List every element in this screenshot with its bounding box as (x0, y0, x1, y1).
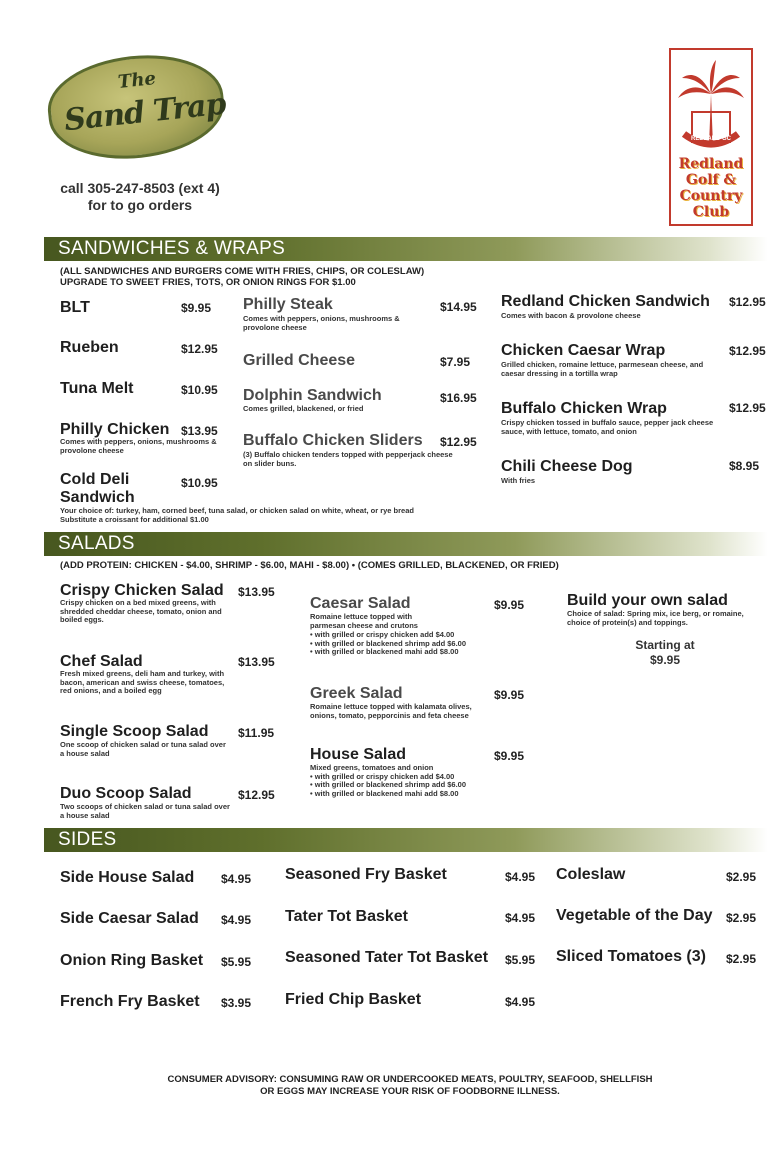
menu-item-price: $13.95 (238, 585, 275, 599)
menu-item-price: $2.95 (726, 911, 757, 925)
menu-item-desc: Fresh mixed greens, deli ham and turkey, with bacon, american and swiss cheese, tomatoes, red onions, and a boiled egg (60, 669, 225, 695)
consumer-advisory (160, 1074, 660, 1098)
menu-item-desc (60, 507, 530, 524)
menu-item-price: $16.95 (440, 391, 477, 405)
menu-item-name: Coleslaw (556, 866, 626, 883)
section-bar-salads (44, 532, 768, 556)
menu-item-price: $13.95 (238, 655, 275, 669)
menu-item-desc: Romaine lettuce topped with kalamata olives, onions, tomato, pepporcinis and feta cheese (310, 702, 472, 720)
advisory-line2: OR EGGS MAY INCREASE YOUR RISK OF FOODBORNE ILLNESS. (260, 1086, 560, 1097)
menu-item-desc-line: Substitute a croissant for additional $1.00 (60, 514, 209, 524)
crest-name-line: Golf & (685, 172, 737, 188)
logo-name-text: Sand Trap (62, 86, 228, 139)
menu-option: • with grilled or blackened mahi add $8.00 (310, 788, 459, 798)
menu-item-desc: Comes with peppers, onions, mushrooms & provolone cheese (243, 314, 400, 332)
menu-item-price: $4.95 (505, 870, 536, 884)
menu-item-name: French Fry Basket (60, 993, 200, 1010)
menu-item-desc-line: Mixed greens, tomatoes and onion (310, 763, 434, 772)
menu-item-desc-line: Your choice of: turkey, ham, corned beef, tuna salad, or chicken salad on white, wheat, or rye bread (60, 506, 414, 515)
menu-option: • with grilled or crispy chicken add $4.00 (310, 630, 455, 639)
menu-item-price: $2.95 (726, 870, 757, 884)
build-salad-price-block (610, 638, 720, 668)
menu-item-price: $10.95 (181, 476, 218, 490)
menu-item-price: $2.95 (726, 952, 757, 966)
menu-item-desc: Crispy chicken on a bed mixed greens, with shredded cheddar cheese, tomato, onion and boiled eggs. (60, 598, 222, 624)
menu-item-desc: With fries (501, 476, 536, 485)
menu-option: • with grilled or blackened mahi add $8.00 (310, 647, 459, 656)
menu-item-price: $8.95 (729, 459, 760, 473)
menu-item-name: Side Caesar Salad (60, 910, 199, 927)
menu-item-name: Caesar Salad (310, 595, 411, 612)
menu-item-price: $12.95 (729, 295, 766, 309)
crest-club-name (669, 156, 753, 220)
menu-item-price: $9.95 (649, 653, 681, 667)
menu-item-desc: Crispy chicken tossed in buffalo sauce, pepper jack cheese sauce, with lettuce, tomato, and onion (501, 418, 714, 436)
menu-item-price: $4.95 (221, 872, 252, 886)
menu-item-price: $12.95 (238, 788, 275, 802)
menu-item-name: Redland Chicken Sandwich (501, 293, 710, 310)
menu-item-name: Build your own salad (567, 592, 728, 609)
menu-item-price: $10.95 (181, 383, 218, 397)
sandwich-note-line1: (ALL SANDWICHES AND BURGERS COME WITH FRIES, CHIPS, OR COLESLAW) (60, 266, 425, 277)
crest-badge: REDLAND GC (691, 136, 731, 142)
menu-item-name: Dolphin Sandwich (243, 387, 382, 404)
menu-item-desc: One scoop of chicken salad or tuna salad over a house salad (60, 740, 226, 758)
menu-item-price: $7.95 (440, 355, 471, 369)
logo-the-text: The (117, 68, 157, 93)
menu-item-name: House Salad (310, 746, 407, 763)
menu-item-name: Greek Salad (310, 685, 403, 702)
menu-item-desc: Romaine lettuce topped with parmesan cheese and crutons (310, 612, 418, 630)
advisory-line1: CONSUMER ADVISORY: CONSUMING RAW OR UNDERCOOKED MEATS, POULTRY, SEAFOOD, SHELLFISH (167, 1074, 653, 1085)
menu-item-price: $4.95 (221, 913, 252, 927)
salad-note: (ADD PROTEIN: CHICKEN - $4.00, SHRIMP - $6.00, MAHI - $8.00) • (COMES GRILLED, BLACKENED, OR FRIED) (60, 560, 559, 571)
menu-item-desc: (3) Buffalo chicken tenders topped with pepperjack cheese on slider buns. (243, 450, 453, 468)
menu-option: • with grilled or blackened shrimp add $6.00 (310, 638, 467, 648)
menu-item-name: Seasoned Tater Tot Basket (285, 949, 489, 966)
menu-item-name: Chef Salad (60, 653, 143, 670)
menu-item-price: $12.95 (440, 435, 477, 449)
menu-item-name: Buffalo Chicken Wrap (501, 400, 667, 417)
menu-item-price: $5.95 (221, 955, 252, 969)
menu-item-price: $12.95 (729, 401, 766, 415)
menu-item-name: Cold Deli Sandwich (60, 471, 135, 506)
menu-item-price: $14.95 (440, 300, 477, 314)
menu-item-price: $4.95 (505, 995, 536, 1009)
menu-item-name: BLT (60, 299, 90, 316)
menu-item-name: Philly Steak (243, 296, 333, 313)
menu-item-name: Sliced Tomatoes (3) (556, 948, 706, 965)
menu-item-desc: Comes with peppers, onions, mushrooms & provolone cheese (60, 437, 217, 455)
sandwich-note (60, 266, 424, 288)
call-to-go: for to go orders (87, 197, 193, 213)
menu-item-price: $13.95 (181, 424, 218, 438)
menu-item-name: Chili Cheese Dog (501, 458, 633, 475)
menu-option: • with grilled or blackened shrimp add $6.00 (310, 780, 467, 789)
crest-name-line: Club (692, 204, 730, 220)
menu-item-name: Chicken Caesar Wrap (501, 342, 666, 359)
menu-item-options (310, 631, 510, 657)
menu-item-name: Vegetable of the Day (556, 907, 713, 924)
menu-item-name: Fried Chip Basket (285, 991, 422, 1008)
menu-item-price: $12.95 (181, 342, 218, 356)
menu-item-price: $9.95 (181, 301, 212, 315)
menu-item-name: Duo Scoop Salad (60, 785, 192, 802)
section-bar-sides (44, 828, 768, 852)
crest-name-line: Country (679, 188, 743, 204)
menu-option: • with grilled or crispy chicken add $4.00 (310, 771, 455, 781)
call-phone: call 305-247-8503 (ext 4) (60, 180, 220, 196)
menu-item-name: Tuna Melt (60, 380, 134, 397)
crest-name-line: Redland (678, 156, 744, 172)
sandwich-note-line2: UPGRADE TO SWEET FRIES, TOTS, OR ONION RINGS FOR $1.00 (60, 277, 356, 288)
menu-item-desc (310, 764, 510, 798)
menu-item-price: $12.95 (729, 344, 766, 358)
section-title: SALADS (58, 533, 135, 554)
menu-item-name: Philly Chicken (60, 421, 170, 438)
menu-item-desc: Choice of salad: Spring mix, ice berg, or romaine, choice of protein(s) and toppings. (567, 609, 744, 627)
menu-item-price: $5.95 (505, 953, 536, 967)
menu-item-name: Crispy Chicken Salad (60, 582, 224, 599)
menu-item-name: Seasoned Fry Basket (285, 866, 447, 883)
section-bar-sandwiches (44, 237, 768, 261)
menu-item-price: $11.95 (238, 726, 275, 740)
menu-item-name: Side House Salad (60, 869, 195, 886)
menu-item-desc: Comes grilled, blackened, or fried (243, 404, 364, 413)
starting-at-label: Starting at (635, 638, 695, 652)
menu-item-price: $9.95 (494, 749, 525, 763)
menu-item-name: Single Scoop Salad (60, 723, 209, 740)
section-title: SANDWICHES & WRAPS (58, 238, 286, 259)
menu-item-price: $9.95 (494, 598, 525, 612)
menu-item-name: Tater Tot Basket (285, 908, 408, 925)
menu-item-desc: Grilled chicken, romaine lettuce, parmesean cheese, and caesar dressing in a tortilla wrap (501, 360, 704, 378)
menu-item-desc: Two scoops of chicken salad or tuna salad over a house salad (60, 802, 230, 820)
call-info (40, 180, 240, 214)
menu-item-price: $9.95 (494, 688, 525, 702)
menu-item-name: Grilled Cheese (243, 352, 356, 369)
menu-item-desc: Comes with bacon & provolone cheese (501, 311, 641, 320)
section-title: SIDES (58, 829, 117, 850)
menu-item-name: Buffalo Chicken Sliders (243, 432, 423, 449)
menu-item-name: Rueben (60, 339, 119, 356)
menu-item-price: $4.95 (505, 911, 536, 925)
menu-item-name: Onion Ring Basket (60, 952, 204, 969)
menu-item-price: $3.95 (221, 996, 252, 1010)
